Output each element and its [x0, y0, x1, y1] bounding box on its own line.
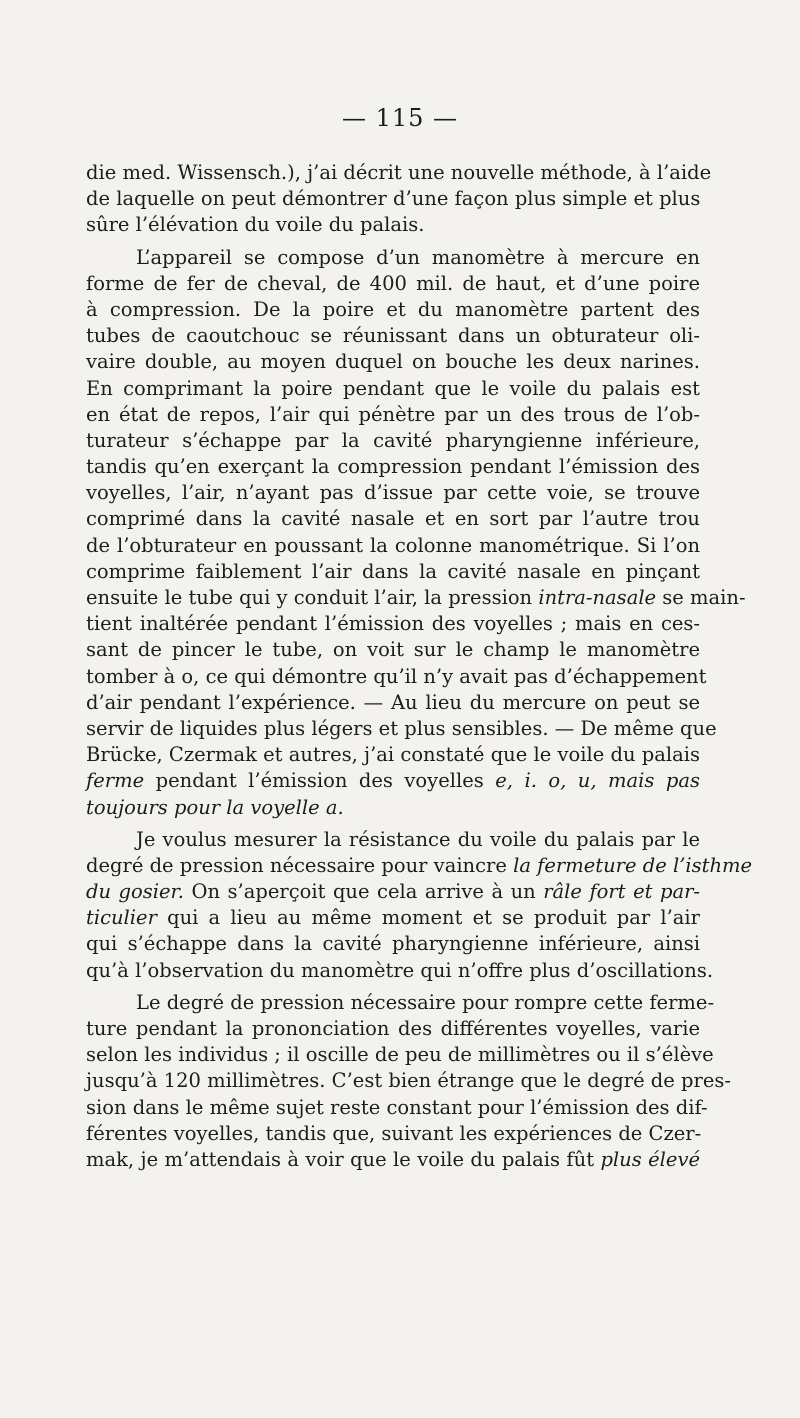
text-line: du gosier. On s’aperçoit que cela arrive à un râle fort et par-	[86, 880, 700, 904]
text-line: forme de fer de cheval, de 400 mil. de haut, et d’une poire	[86, 271, 700, 295]
text-line: comprime faiblement l’air dans la cavité nasale en pinçant	[86, 559, 700, 583]
text-line: férentes voyelles, tandis que, suivant les expériences de Czer-	[86, 1121, 702, 1145]
text-line: en état de repos, l’air qui pénètre par un des trous de l’ob-	[86, 402, 700, 426]
text-line: ture pendant la prononciation des différentes voyelles, varie	[86, 1017, 700, 1040]
text-line: ensuite le tube qui y conduit l’air, la pression intra-nasale se main-	[86, 586, 746, 609]
text-line: comprimé dans la cavité nasale et en sort par l’autre trou	[86, 507, 700, 531]
text-line: qui s’échappe dans la cavité pharyngienne inférieure, ainsi	[86, 932, 700, 956]
text-line: à compression. De la poire et du manomètre partent des	[86, 297, 700, 321]
text-line: tomber à o, ce qui démontre qu’il n’y avait pas d’échappement	[86, 664, 707, 688]
text-line: d’air pendant l’expérience. — Au lieu du mercure on peut se	[86, 690, 700, 714]
text-line: Brücke, Czermak et autres, j’ai constaté que le voile du palais	[86, 743, 700, 767]
text-line: servir de liquides plus légers et plus sensibles. — De même que	[86, 716, 717, 740]
text-line: sion dans le même sujet reste constant pour l’émission des dif-	[86, 1095, 708, 1119]
text-line: de laquelle on peut démontrer d’une façon plus simple et plus	[86, 187, 701, 211]
text-line: Je voulus mesurer la résistance du voile du palais par le	[136, 827, 700, 851]
text-line: tandis qu’en exerçant la compression pendant l’émission des	[86, 455, 700, 479]
text-line: vaire double, au moyen duquel on bouche les deux narines.	[86, 350, 700, 374]
text-line: tubes de caoutchouc se réunissant dans un obturateur oli-	[86, 324, 700, 348]
text-line: die med. Wissensch.), j’ai décrit une nouvelle méthode, à l’aide	[86, 161, 712, 184]
body-text	[86, 160, 753, 1173]
text-line: voyelles, l’air, n’ayant pas d’issue par cette voie, se trouve	[86, 481, 700, 505]
text-line: tient inaltérée pendant l’émission des voyelles ; mais en ces-	[86, 612, 700, 636]
text-line: turateur s’échappe par la cavité pharyngienne inférieure,	[86, 428, 700, 452]
text-line: jusqu’à 120 millimètres. C’est bien étrange que le degré de pres-	[86, 1069, 731, 1093]
text-line: toujours pour la voyelle a.	[86, 795, 344, 819]
text-line: mak, je m’attendais à voir que le voile du palais fût plus élevé	[86, 1147, 701, 1171]
text-line: En comprimant la poire pendant que le voile du palais est	[86, 376, 700, 400]
text-line: selon les individus ; il oscille de peu de millimètres ou il s’élève	[86, 1043, 714, 1067]
text-line: sûre l’élévation du voile du palais.	[86, 213, 425, 237]
text-line: qu’à l’observation du manomètre qui n’offre plus d’oscillations.	[86, 958, 714, 982]
text-line: ferme pendant l’émission des voyelles e, i. o, u, mais pas	[86, 769, 700, 793]
text-line: ticulier qui a lieu au même moment et se produit par l’air	[86, 906, 700, 930]
text-line: sant de pincer le tube, on voit sur le champ le manomètre	[86, 638, 700, 662]
text-line: L’appareil se compose d’un manomètre à mercure en	[136, 245, 700, 269]
text-line: degré de pression nécessaire pour vaincre la fermeture de l’isthme	[86, 853, 753, 877]
page-number: — 115 —	[341, 104, 459, 132]
text-line: Le degré de pression nécessaire pour rompre cette ferme-	[136, 990, 715, 1014]
text-line: de l’obturateur en poussant la colonne manométrique. Si l’on	[86, 533, 700, 557]
